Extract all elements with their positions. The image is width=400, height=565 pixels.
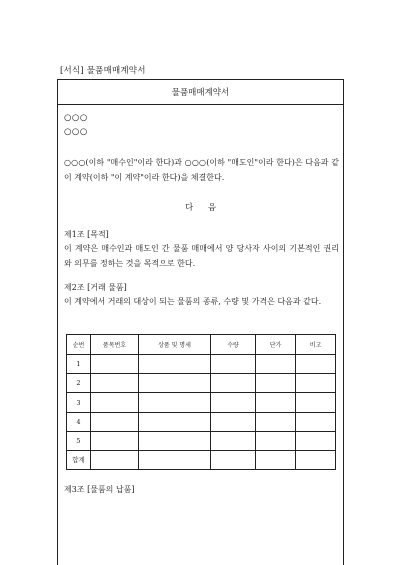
total-label: 합계 — [67, 450, 91, 469]
table-row — [67, 393, 336, 412]
table-cell — [139, 355, 211, 374]
table-cell — [211, 431, 256, 450]
table-cell — [211, 450, 256, 469]
column-header: 수량 — [211, 335, 256, 355]
article-3-heading: 제3조 [물품의 납품] — [64, 485, 135, 494]
form-label: [서식] 물품매매계약서 — [60, 66, 146, 76]
table-row — [67, 412, 336, 431]
table-row — [67, 431, 336, 450]
row-number: 3 — [67, 393, 91, 412]
table-cell — [91, 431, 139, 450]
table-cell — [139, 393, 211, 412]
document-title: 물품매매계약서 — [171, 88, 230, 98]
table-cell — [211, 412, 256, 431]
article-2-heading: 제2조 [거래 물품] — [64, 283, 127, 292]
row-number: 2 — [67, 374, 91, 393]
table-row — [67, 374, 336, 393]
table-header-row — [67, 335, 336, 355]
column-header: 순번 — [67, 335, 91, 355]
table-cell — [91, 412, 139, 431]
table-cell — [296, 431, 336, 450]
table-cell — [139, 450, 211, 469]
table-cell — [296, 374, 336, 393]
column-header: 상품 및 명세 — [139, 335, 211, 355]
title-divider — [58, 104, 343, 105]
contract-document — [57, 79, 344, 565]
table-cell — [256, 412, 296, 431]
table-cell — [91, 374, 139, 393]
table-cell — [211, 355, 256, 374]
article-1-heading: 제1조 [목적] — [64, 230, 109, 239]
row-number: 1 — [67, 355, 91, 374]
table-cell — [139, 412, 211, 431]
table-cell — [256, 431, 296, 450]
table-cell — [139, 431, 211, 450]
table-cell — [256, 374, 296, 393]
column-header: 비고 — [296, 335, 336, 355]
row-number: 5 — [67, 431, 91, 450]
table-cell — [256, 393, 296, 412]
table-cell — [91, 450, 139, 469]
table-cell — [296, 412, 336, 431]
table-cell — [256, 450, 296, 469]
table-row — [67, 355, 336, 374]
table-total-row — [67, 450, 336, 469]
column-header: 단가 — [256, 335, 296, 355]
table-cell — [296, 393, 336, 412]
table-cell — [211, 374, 256, 393]
table-cell — [256, 355, 296, 374]
center-heading: 다 음 — [184, 203, 217, 213]
table-cell — [211, 393, 256, 412]
row-number: 4 — [67, 412, 91, 431]
column-header: 품목번호 — [91, 335, 139, 355]
table-cell — [139, 374, 211, 393]
table-cell — [296, 355, 336, 374]
table-cell — [91, 355, 139, 374]
table-cell — [91, 393, 139, 412]
table-cell — [296, 450, 336, 469]
party-seller: ○○○ — [64, 127, 88, 137]
article-1-body: 이 계약은 매수인과 매도인 간 물품 매매에서 양 당사자 사이의 기본적인 권리와 의무를 정하는 것을 목적으로 한다. — [64, 244, 339, 268]
article-2-body: 이 계약에서 거래의 대상이 되는 물품의 종류, 수량 및 가격은 다음과 같다. — [64, 297, 322, 306]
intro-paragraph: ○○○(이하 "매수인"이라 한다)과 ○○○(이하 "매도인"이라 한다)은 다음과 같이 계약(이하 "이 계약"이라 한다)을 체결한다. — [64, 158, 339, 182]
party-buyer: ○○○ — [64, 113, 88, 123]
items-table — [66, 334, 336, 470]
